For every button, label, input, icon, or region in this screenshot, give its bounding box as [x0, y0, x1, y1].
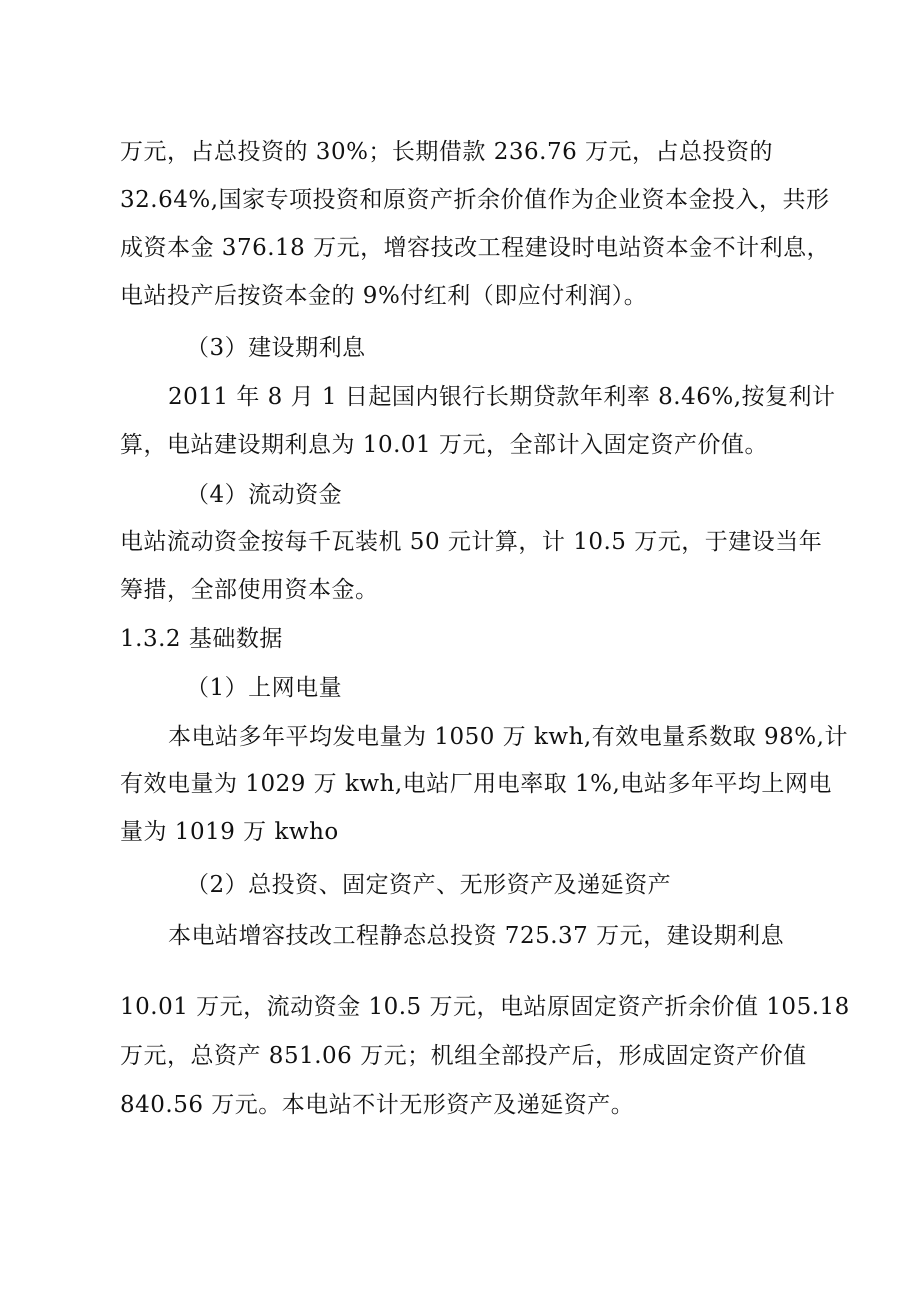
funding-line-4: 电站投产后按资本金的 9%付红利（即应付利润）。: [120, 283, 648, 309]
subsection-heading-total-investment: （2）总投资、固定资产、无形资产及递延资产: [186, 872, 672, 898]
working-capital-line-2: 筹措，全部使用资本金。: [120, 577, 379, 603]
funding-line-2: 32.64%,国家专项投资和原资产折余价值作为企业资本金投入，共形: [120, 187, 830, 213]
total-investment-line-1: 本电站增容技改工程静态总投资 725.37 万元，建设期利息: [168, 923, 785, 949]
construction-interest-line-2: 算，电站建设期利息为 10.01 万元，全部计入固定资产价值。: [120, 432, 768, 458]
section-heading-construction-interest: （3）建设期利息: [186, 335, 366, 361]
total-investment-line-4: 840.56 万元。本电站不计无形资产及递延资产。: [120, 1092, 635, 1118]
funding-line-3: 成资本金 376.18 万元，增容技改工程建设时电站资本金不计利息，: [120, 235, 831, 261]
funding-line-1: 万元，占总投资的 30%；长期借款 236.76 万元，占总投资的: [120, 139, 774, 165]
total-investment-line-3: 万元，总资产 851.06 万元；机组全部投产后，形成固定资产价值: [120, 1043, 807, 1069]
total-investment-line-2: 10.01 万元，流动资金 10.5 万元，电站原固定资产折余价值 105.18: [120, 994, 850, 1020]
working-capital-line-1: 电站流动资金按每千瓦装机 50 元计算，计 10.5 万元，于建设当年: [120, 529, 823, 555]
subsection-heading-grid-power: （1）上网电量: [186, 675, 343, 701]
construction-interest-line-1: 2011 年 8 月 1 日起国内银行长期贷款年利率 8.46%,按复利计: [168, 384, 836, 410]
section-heading-working-capital: （4）流动资金: [186, 482, 343, 508]
grid-power-line-2: 有效电量为 1029 万 kwh,电站厂用电率取 1%,电站多年平均上网电: [120, 771, 832, 797]
grid-power-line-1: 本电站多年平均发电量为 1050 万 kwh,有效电量系数取 98%,计: [168, 724, 848, 750]
grid-power-line-3: 量为 1019 万 kwho: [120, 819, 339, 845]
section-heading-basic-data: 1.3.2 基础数据: [120, 626, 283, 652]
